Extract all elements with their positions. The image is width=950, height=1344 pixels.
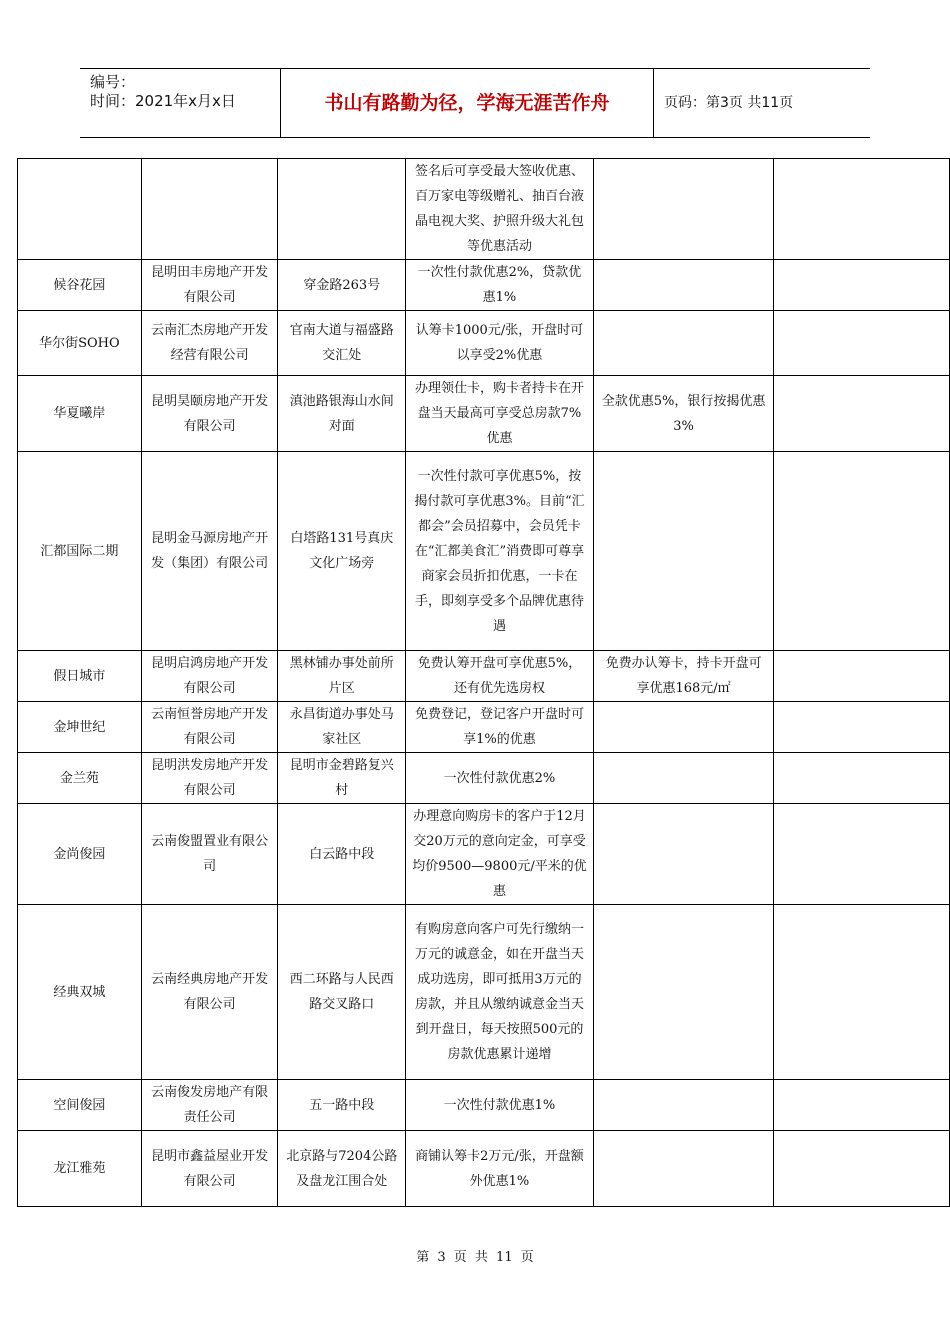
header-motto-cell [281,69,654,137]
extra-offer [593,905,774,1080]
note [774,905,950,1080]
note [774,702,950,753]
page-footer: 第 3 页 共 11 页 [416,1250,534,1265]
table-row [18,452,950,651]
project-name: 候谷花园 [18,260,142,311]
offer: 有购房意向客户可先行缴纳一万元的诚意金，如在开盘当天成功选房，即可抵用3万元的房款，并且从缴纳诚意金当天到开盘日，每天按照500元的房款优惠累计递增 [406,905,594,1080]
table-row [18,651,950,702]
table-row [18,311,950,376]
offer: 一次性付款可享优惠5%，按揭付款可享优惠3%。目前“汇都会”会员招募中，会员凭卡在“汇都美食汇”消费即可尊享商家会员折扣优惠，一卡在手，即刻享受多个品牌优惠待遇 [406,452,594,651]
developer: 云南汇杰房地产开发经营有限公司 [141,311,278,376]
address: 白塔路131号真庆文化广场旁 [278,452,406,651]
developer: 云南俊发房地产有限责任公司 [141,1080,278,1131]
extra-offer [593,702,774,753]
note [774,376,950,452]
developer: 昆明市鑫益屋业开发有限公司 [141,1131,278,1207]
number-label: 编号： [90,73,136,91]
offer: 一次性付款优惠1% [406,1080,594,1131]
developer: 云南经典房地产开发有限公司 [141,905,278,1080]
developer: 昆明洪发房地产开发有限公司 [141,753,278,804]
address: 滇池路银海山水间对面 [278,376,406,452]
header-meta [80,69,281,137]
offer: 签名后可享受最大签收优惠、百万家电等级赠礼、抽百台液晶电视大奖、护照升级大礼包等优惠活动 [406,159,594,260]
extra-offer [593,1080,774,1131]
developer: 昆明田丰房地产开发有限公司 [141,260,278,311]
page-header [80,68,870,138]
project-name: 金兰苑 [18,753,142,804]
project-name: 汇都国际二期 [18,452,142,651]
table-row [18,376,950,452]
project-name: 金坤世纪 [18,702,142,753]
offer: 商铺认筹卡2万元/张，开盘额外优惠1% [406,1131,594,1207]
address [278,159,406,260]
extra-offer [593,452,774,651]
developer: 云南俊盟置业有限公司 [141,804,278,905]
page-label: 页码：第3页 共11页 [664,95,794,111]
offer: 认筹卡1000元/张，开盘时可以享受2%优惠 [406,311,594,376]
address: 白云路中段 [278,804,406,905]
discount-table [17,158,950,1207]
extra-offer: 全款优惠5%，银行按揭优惠3% [593,376,774,452]
developer: 昆明启鸿房地产开发有限公司 [141,651,278,702]
project-name: 金尚俊园 [18,804,142,905]
extra-offer [593,1131,774,1207]
note [774,1080,950,1131]
project-name [18,159,142,260]
developer: 云南恒誉房地产开发有限公司 [141,702,278,753]
table-row [18,159,950,260]
address: 西二环路与人民西路交叉路口 [278,905,406,1080]
motto: 书山有路勤为径，学海无涯苦作舟 [324,92,610,114]
project-name: 华夏曦岸 [18,376,142,452]
header-page-cell [654,69,870,137]
extra-offer [593,753,774,804]
note [774,753,950,804]
offer: 办理意向购房卡的客户于12月交20万元的意向定金，可享受均价9500—9800元/平米的优惠 [406,804,594,905]
note [774,804,950,905]
address: 黑林铺办事处前所片区 [278,651,406,702]
address: 五一路中段 [278,1080,406,1131]
note [774,260,950,311]
project-name: 龙江雅苑 [18,1131,142,1207]
offer: 办理领仕卡，购卡者持卡在开盘当天最高可享受总房款7%优惠 [406,376,594,452]
table-row [18,804,950,905]
offer: 免费登记，登记客户开盘时可享1%的优惠 [406,702,594,753]
project-name: 经典双城 [18,905,142,1080]
address: 穿金路263号 [278,260,406,311]
table-row [18,702,950,753]
developer [141,159,278,260]
table-row [18,753,950,804]
table-row [18,905,950,1080]
table-row [18,1131,950,1207]
address: 北京路与7204公路及盘龙江围合处 [278,1131,406,1207]
note [774,311,950,376]
extra-offer: 免费办认筹卡，持卡开盘可享优惠168元/㎡ [593,651,774,702]
project-name: 假日城市 [18,651,142,702]
extra-offer [593,159,774,260]
offer: 免费认筹开盘可享优惠5%，还有优先选房权 [406,651,594,702]
address: 昆明市金碧路复兴村 [278,753,406,804]
note [774,452,950,651]
project-name: 空间俊园 [18,1080,142,1131]
developer: 昆明昊颐房地产开发有限公司 [141,376,278,452]
note [774,1131,950,1207]
extra-offer [593,804,774,905]
extra-offer [593,260,774,311]
table-row [18,260,950,311]
developer: 昆明金马源房地产开发（集团）有限公司 [141,452,278,651]
offer: 一次性付款优惠2% [406,753,594,804]
offer: 一次性付款优惠2%，贷款优惠1% [406,260,594,311]
note [774,651,950,702]
time-label: 时间：2021年x月x日 [90,92,236,110]
address: 官南大道与福盛路交汇处 [278,311,406,376]
extra-offer [593,311,774,376]
address: 永昌街道办事处马家社区 [278,702,406,753]
table-row [18,1080,950,1131]
note [774,159,950,260]
project-name: 华尔街SOHO [18,311,142,376]
